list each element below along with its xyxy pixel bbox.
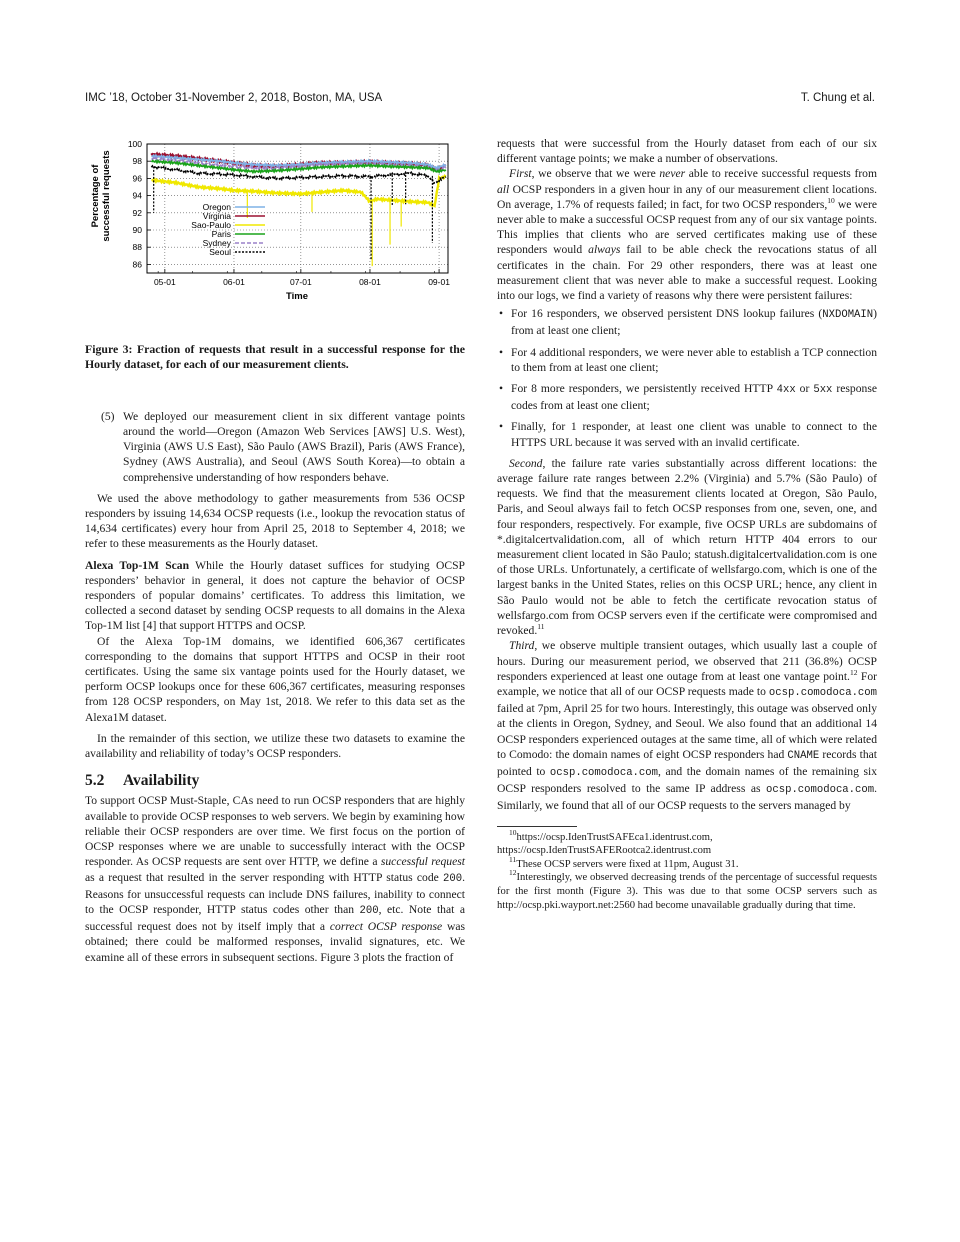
list-item: [497, 306, 877, 338]
legend-label-seoul: Seoul: [209, 247, 231, 257]
text-run: as a request that resulted in the server responding with HTTP status code: [85, 870, 444, 884]
y-tick-label: 100: [127, 139, 142, 149]
failure-reasons-list: [497, 306, 877, 450]
paragraph-third: [497, 638, 877, 813]
footnote-divider: [497, 826, 577, 827]
text-run: ) from at least one client;: [511, 307, 877, 338]
figure-caption-text: Fraction of requests that result in a successful response for the Hourly dataset, for each of our measurement clients.: [85, 342, 465, 372]
paragraph-continuation: requests that were successful from the Hourly dataset from each of our six different vantage points; we make a number of observations.: [497, 137, 877, 166]
text-run: . Reasons for unsuccessful requests can include DNS failures, inability to connect to the OCSP responder, HTTP status codes other than: [85, 870, 465, 916]
footnote-ref-12[interactable]: 12: [849, 667, 858, 677]
figure-3: [85, 136, 465, 306]
footnote-ref-10[interactable]: 10: [827, 195, 835, 205]
footnote-ref-11[interactable]: 11: [537, 622, 545, 632]
emphasis-all: all: [497, 182, 510, 196]
code-5xx: 5xx: [813, 384, 833, 397]
footnote-11: [497, 854, 877, 872]
conference-header: IMC ’18, October 31-November 2, 2018, Boston, MA, USA: [85, 92, 383, 104]
footnote-number: 10: [509, 827, 517, 837]
running-header: [85, 92, 875, 108]
text-run: For 4 additional responders, we were never able to establish a TCP connection to them from at least one client;: [511, 345, 877, 374]
enum-item-5: [85, 409, 465, 485]
alexa-runin-heading: Alexa Top-1M Scan: [85, 558, 190, 572]
emphasis-never: never: [659, 167, 686, 181]
y-tick-label: 88: [132, 242, 142, 253]
x-axis-label: Time: [285, 291, 309, 302]
legend-label-virginia: Virginia: [202, 211, 231, 221]
emphasis-third: Third: [509, 639, 535, 653]
text-run: fail to be able check the revocations status of all certificates in the chain. For 29 other responders, there was at least one measurement client that was never able to make a successful request. Looking into our logs, we find a variety of reasons why there were persistent failures:: [497, 243, 877, 303]
y-tick-label: 94: [132, 190, 142, 201]
y-axis-label-line1: Percentage of: [90, 164, 101, 228]
y-tick-label: 92: [132, 207, 142, 218]
code-nxdomain: NXDOMAIN: [822, 309, 874, 322]
text-run: To support OCSP Must-Staple, CAs need to run OCSP responders that are highly available to provide OCSP responses to web servers. We begin by examining how reliable their OCSP responders are over time. We first focus on the portion of OCSP responses where we are unable to successfully interact with the OCSP responder. As OCSP requests are sent over HTTP, we define a: [85, 794, 465, 869]
text-run: For 8 more responders, we persistently received HTTP: [511, 382, 777, 396]
emphasis-first: First: [509, 167, 532, 181]
code-4xx: 4xx: [776, 384, 796, 397]
paragraph-alexa: [85, 558, 465, 634]
legend-label-sao-paulo: Sao-Paulo: [191, 220, 231, 230]
emphasis-correct-ocsp-response: correct OCSP response: [329, 920, 443, 934]
footnotes: [497, 827, 877, 913]
text-run: we were never able to make a successful OCSP request from any of our six vantage points. This implies that clients who are served certificates making use of these responders would: [497, 197, 878, 257]
left-column: [85, 136, 465, 965]
list-item: [497, 345, 877, 375]
list-item: [497, 419, 877, 449]
enum-text: We deployed our measurement client in six different vantage points around the world—Oregon (Amazon Web Services [AWS] U.S. West), Virginia (AWS U.S East), São Paulo (AWS Brazil), Paris (AWS France), Sydney (AWS Australia), and Seoul (AWS South Korea)—to obtain a comprehensive understanding of how responders behave.: [123, 409, 465, 484]
x-tick-label: 07-01: [289, 277, 312, 287]
section-title: Availability: [123, 772, 200, 790]
y-axis-label-line2: successful requests: [101, 150, 112, 242]
availability-chart: [85, 136, 465, 306]
text-run: , we observe multiple transient outages, which usually last a couple of hours. During our measurement period, we observed that 211 (36.8%) OCSP responders experienced at least one outage from at least one vantage point.: [497, 639, 877, 683]
text-run: failed at 7pm, April 25 for two hours. Interestingly, this outage was observed only at the clients in Oregon, Sydney, and Seoul. We also found that an additional 14 OCSP responders experienced outages at the same time, all of which were related to Comodo: the domain names of eight OCSP responders had: [497, 702, 877, 761]
footnote-10: [497, 827, 877, 858]
text-run: , and the domain names of the remaining six OCSP responders resolved to the same IP address as: [497, 764, 877, 796]
code-domain: ocsp.comodoca.com: [549, 766, 658, 779]
list-item: [497, 381, 877, 413]
alexa-text: While the Hourly dataset suffices for studying OCSP responders’ behavior in general, it does not capture the behavior of OCSP responders of popular domains’ certificates. To address this limitation, we collected a second dataset by sending OCSP requests to all domains in the Alexa Top-1M list [4] that support HTTPS and OCSP.: [85, 558, 465, 633]
text-run: , we observe that we were: [531, 167, 660, 181]
text-run: response codes from at least one client;: [511, 382, 877, 413]
y-tick-label: 98: [132, 156, 142, 167]
text-run: For example, we notice that all of our OCSP requests made to: [497, 669, 877, 698]
legend-label-paris: Paris: [211, 229, 231, 239]
text-run: , the failure rate varies substantially across different locations: the average failure rate ranges between 2.2% (Virginia) and 5.7% (São Paulo) of requests. We find that the measurement clients located at Oregon, São Paulo, Paris, and Seoul always fail to fetch OCSP responses from one, seven, one, and four responders, respectively. For example, five OCSP URLs are subdomains of *.digitalcertvalidation.com, all of which return HTTP 404 errors to our measurement client located in São Paulo; statush.digitalcertvalidation.com is one of those URLs. Unfortunately, a certificate of wellsfargo.com, which is one of the largest banks in the United States, relies on this OCSP URL; hence, any client in São Paulo would not be able to fetch the certificate revocation status of wellsfargo.com from OCSP servers even if the certificate were compromised and revoked.: [497, 456, 877, 638]
enum-label: (5): [101, 409, 115, 423]
x-tick-label: 08-01: [359, 277, 381, 287]
emphasis-successful-request: successful request: [380, 855, 465, 869]
text-run: records that pointed to: [497, 747, 877, 778]
code-domain: ocsp.comodoca.com: [766, 784, 875, 797]
code-200: 200: [443, 872, 463, 885]
text-run: , etc. Note that a successful request does not by itself imply that a: [85, 902, 465, 934]
x-tick-label: 06-01: [223, 277, 245, 287]
paragraph-hourly-dataset: We used the above methodology to gather measurements from 536 OCSP responders by issuing 14,634 OCSP requests (i.e., lookup the revocation status of 14,634 certificates) every hour from April 25, 2018 to September 4, 2018; we refer to these measurements as the Hourly dataset.: [85, 491, 465, 551]
text-run: or: [795, 382, 814, 396]
footnote-text: https://ocsp.IdenTrustSAFEca1.identrust.com, https://ocsp.IdenTrustSAFERootca2.identrust.com: [497, 831, 713, 857]
code-cname: CNAME: [787, 749, 820, 762]
code-domain: ocsp.comodoca.com: [768, 686, 877, 699]
figure-caption: [85, 342, 465, 373]
emphasis-second: Second: [509, 456, 543, 470]
text-run: OCSP responders in a given hour in any of our measurement client locations. On average, 1.7% of requests failed; in fact, for two OCSP responders,: [497, 182, 877, 211]
y-tick-label: 96: [132, 173, 142, 184]
footnote-text: These OCSP servers were fixed at 11pm, August 31.: [516, 858, 739, 870]
y-tick-label: 86: [132, 259, 142, 270]
paragraph-second: [497, 456, 877, 638]
text-run: For 16 responders, we observed persistent DNS lookup failures (: [511, 307, 823, 321]
author-header: T. Chung et al.: [800, 92, 875, 104]
y-axis-label: [90, 150, 112, 241]
text-run: was obtained; there could be malformed responses, invalid signatures, etc. We examine all of these errors in subsequent sections. Figure 3 plots the fraction of: [85, 920, 465, 964]
footnote-text: Interestingly, we observed decreasing trends of the percentage of successful requests for the first month (Figure 3). This was due to that some OCSP servers such as http://ocsp.pki.wayport.net:2560 had become unavailable gradually during that time.: [497, 872, 877, 911]
text-run: able to receive successful requests from: [685, 167, 877, 181]
legend-label-sydney: Sydney: [202, 238, 231, 248]
x-tick-label: 09-01: [428, 277, 450, 287]
footnote-number: 11: [509, 854, 517, 864]
legend: [191, 202, 265, 257]
paragraph-first: [497, 166, 877, 303]
figure-label: Figure 3:: [85, 342, 133, 356]
series-layer: [152, 153, 446, 266]
text-run: Finally, for 1 responder, at least one client was unable to connect to the HTTPS URL because it was served with an invalid certificate.: [511, 420, 877, 449]
text-run: . Similarly, we found that all of our OCSP requests to the servers managed by: [497, 782, 877, 813]
right-column: [497, 136, 877, 912]
paragraph-availability: [85, 793, 465, 964]
legend-label-oregon: Oregon: [202, 202, 231, 212]
footnote-12: [497, 868, 877, 912]
emphasis-always: always: [588, 243, 621, 257]
footnote-number: 12: [509, 868, 517, 878]
paragraph-alexa-certs: Of the Alexa Top-1M domains, we identified 606,367 certificates corresponding to the domains that support HTTPS and OCSP in their root certificates. Using the same six vantage points used for the Hourly dataset, we perform OCSP lookups once for these 606,367 certificates, measuring responses from 128 OCSP responders, on May 1st, 2018. We refer to this data set as the Alexa1M dataset.: [85, 634, 465, 724]
paragraph-remainder: In the remainder of this section, we utilize these two datasets to examine the availability and reliability of today’s OCSP responders.: [85, 731, 465, 761]
code-200: 200: [359, 904, 379, 917]
section-number: 5.2: [85, 772, 105, 790]
section-heading-availability: [85, 773, 465, 788]
y-tick-label: 90: [132, 225, 142, 235]
x-tick-label: 05-01: [153, 277, 176, 287]
